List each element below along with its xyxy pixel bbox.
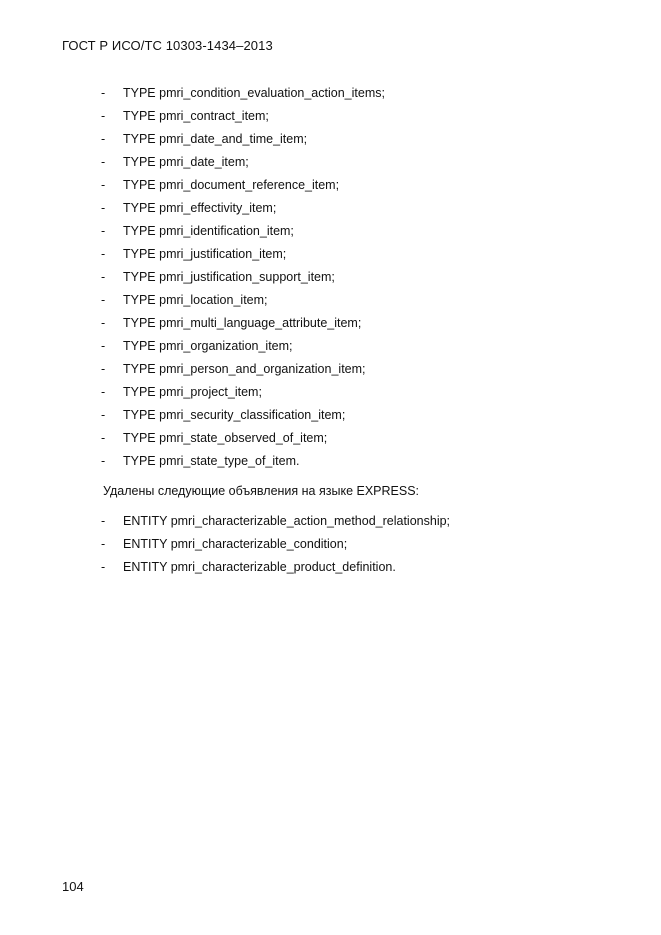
list-item xyxy=(0,243,661,266)
list-item-text: TYPE pmri_condition_evaluation_action_items; xyxy=(123,86,385,100)
list-item-text: TYPE pmri_identification_item; xyxy=(123,224,294,238)
list-item-text: TYPE pmri_justification_support_item; xyxy=(123,270,335,284)
list-item xyxy=(0,427,661,450)
bullet-dash: - xyxy=(101,362,106,376)
list-item-text: TYPE pmri_organization_item; xyxy=(123,339,293,353)
list-item-text: TYPE pmri_state_type_of_item. xyxy=(123,454,300,468)
bullet-dash: - xyxy=(101,537,106,551)
list-item-text: TYPE pmri_date_item; xyxy=(123,155,249,169)
bullet-dash: - xyxy=(101,155,106,169)
removed-declarations-intro: Удалены следующие объявления на языке EXPRESS: xyxy=(103,484,420,498)
list-item-text: TYPE pmri_person_and_organization_item; xyxy=(123,362,366,376)
bullet-dash: - xyxy=(101,86,106,100)
list-item-text: TYPE pmri_justification_item; xyxy=(123,247,287,261)
list-item xyxy=(0,105,661,128)
bullet-dash: - xyxy=(101,132,106,146)
bullet-dash: - xyxy=(101,178,106,192)
list-item-text: TYPE pmri_effectivity_item; xyxy=(123,201,277,215)
bullet-dash: - xyxy=(101,560,106,574)
list-item xyxy=(0,358,661,381)
bullet-dash: - xyxy=(101,514,106,528)
list-item-text: TYPE pmri_security_classification_item; xyxy=(123,408,346,422)
list-item-text: TYPE pmri_document_reference_item; xyxy=(123,178,340,192)
list-item xyxy=(0,510,661,533)
bullet-dash: - xyxy=(101,109,106,123)
list-item xyxy=(0,450,661,473)
list-item xyxy=(0,289,661,312)
list-item-text: TYPE pmri_project_item; xyxy=(123,385,262,399)
type-declaration-list xyxy=(0,82,661,473)
list-item xyxy=(0,556,661,579)
list-item-text: ENTITY pmri_characterizable_condition; xyxy=(123,537,348,551)
bullet-dash: - xyxy=(101,408,106,422)
list-item-text: TYPE pmri_state_observed_of_item; xyxy=(123,431,328,445)
list-item xyxy=(0,312,661,335)
bullet-dash: - xyxy=(101,454,106,468)
list-item-text: TYPE pmri_contract_item; xyxy=(123,109,269,123)
list-item xyxy=(0,128,661,151)
bullet-dash: - xyxy=(101,431,106,445)
list-item xyxy=(0,82,661,105)
bullet-dash: - xyxy=(101,201,106,215)
list-item xyxy=(0,381,661,404)
removed-entity-list xyxy=(0,510,661,579)
bullet-dash: - xyxy=(101,293,106,307)
list-item xyxy=(0,174,661,197)
list-item xyxy=(0,266,661,289)
list-item-text: ENTITY pmri_characterizable_product_definition. xyxy=(123,560,396,574)
list-item xyxy=(0,220,661,243)
bullet-dash: - xyxy=(101,339,106,353)
list-item-text: TYPE pmri_location_item; xyxy=(123,293,268,307)
page-number: 104 xyxy=(62,879,84,894)
list-item xyxy=(0,404,661,427)
bullet-dash: - xyxy=(101,224,106,238)
list-item xyxy=(0,335,661,358)
list-item-text: TYPE pmri_date_and_time_item; xyxy=(123,132,308,146)
bullet-dash: - xyxy=(101,270,106,284)
list-item xyxy=(0,151,661,174)
list-item xyxy=(0,533,661,556)
list-item-text: ENTITY pmri_characterizable_action_method_relationship; xyxy=(123,514,451,528)
bullet-dash: - xyxy=(101,247,106,261)
bullet-dash: - xyxy=(101,385,106,399)
list-item-text: TYPE pmri_multi_language_attribute_item; xyxy=(123,316,362,330)
bullet-dash: - xyxy=(101,316,106,330)
page-header: ГОСТ Р ИСО/ТС 10303-1434–2013 xyxy=(62,38,273,53)
list-item xyxy=(0,197,661,220)
